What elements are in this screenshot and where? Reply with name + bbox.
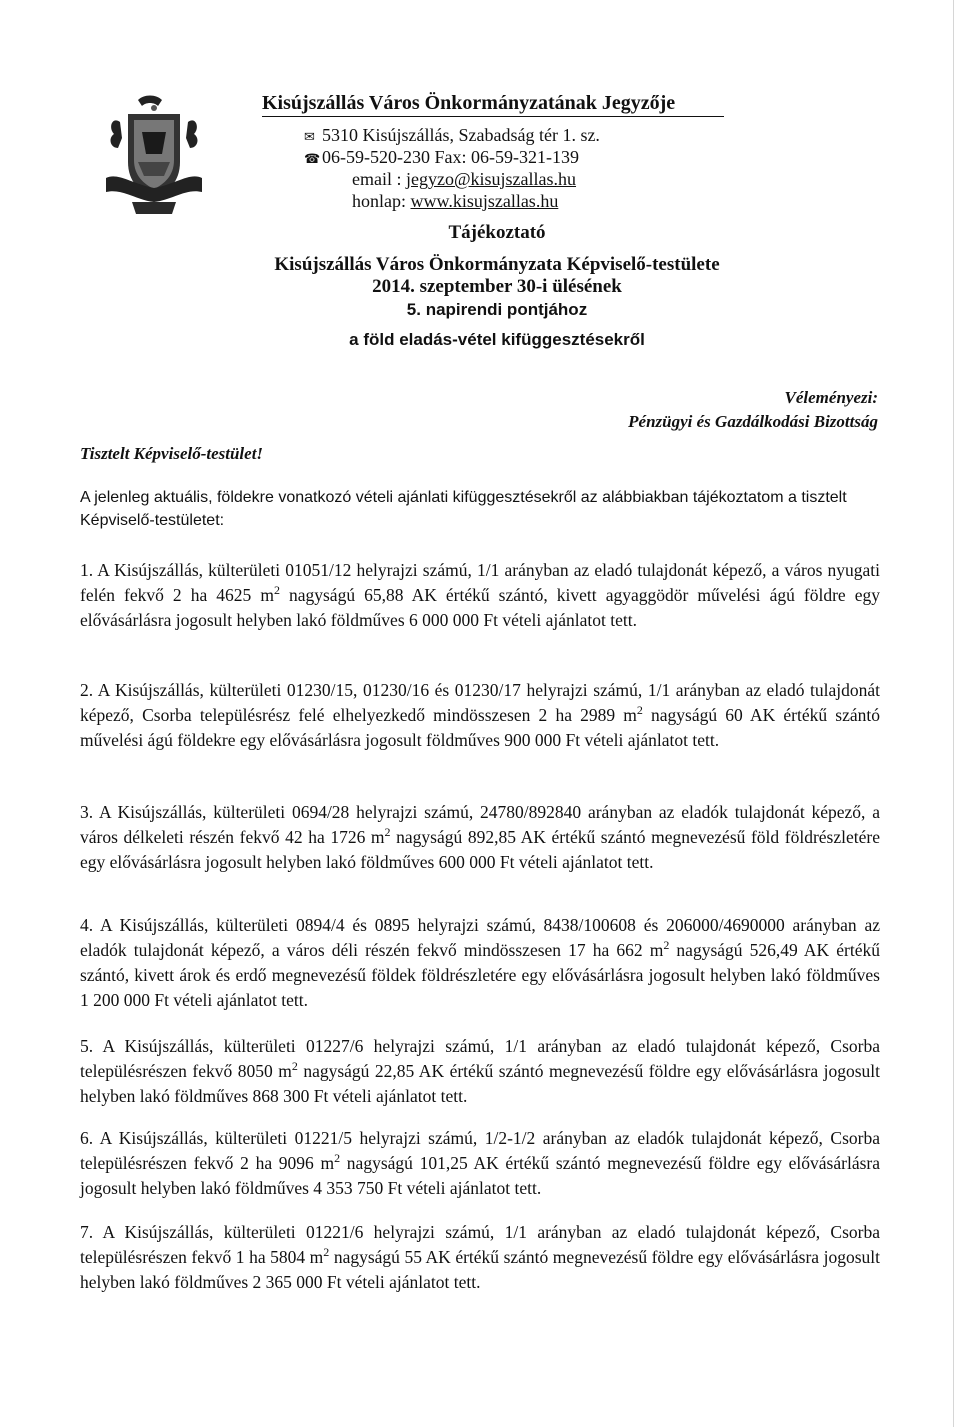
council-name: Kisújszállás Város Önkormányzata Képviselő-testülete <box>274 254 720 275</box>
web-line <box>352 190 558 212</box>
list-item: 2. A Kisújszállás, külterületi 01230/15, 01230/16 és 01230/17 helyrajzi számú, 1/1 arányban az eladó tulajdonát képező, Csorba településrész felé elhelyezkedő mindösszesen 2 ha 2989 $m^2$ nagyságú 60 AK értékű szántó művelési ágú földekre egy elővásárlásra jogosult földműves 900 000 Ft vételi ajánlatot tett. <box>80 680 880 750</box>
email-label: email : <box>352 169 402 189</box>
phone-icon: ☎ <box>304 151 321 166</box>
coat-of-arms-icon <box>98 92 210 220</box>
list-item: 5. A Kisújszállás, külterületi 01227/6 helyrajzi számú, 1/1 arányban az eladó tulajdonát képező, Csorba településrészen fekvő 8050 $m^2$ nagyságú 22,85 AK értékű szántó megnevezésű földre egy elővásárlásra jogosult helyben lakó földműves 868 300 Ft vételi ajánlatot tett. <box>80 1036 880 1106</box>
opinion-committee: Pénzügyi és Gazdálkodási Bizottság <box>628 412 878 431</box>
address-line <box>304 124 600 148</box>
scan-edge <box>953 0 954 1427</box>
session-date: 2014. szeptember 30-i ülésének <box>372 276 622 297</box>
subject: a föld eladás-vétel kifüggesztésekről <box>349 330 645 349</box>
address-text: 5310 Kisújszállás, Szabadság tér 1. sz. <box>322 125 600 145</box>
list-item: 4. A Kisújszállás, külterületi 0894/4 és 0895 helyrajzi számú, 8438/100608 és 206000/4690000 arányban az eladók tulajdonát képező, a város déli részén fekvő mindösszesen 17 ha 662 $m^2$ nagyságú 526,49 AK értékű szántó, kivett árok és erdő megnevezésű földek földrészletére egy elővásárlásra jogosult helyben lakó földműves 1 200 000 Ft vételi ajánlatot tett. <box>80 915 880 1010</box>
email-link[interactable]: jegyzo@kisujszallas.hu <box>405 169 577 189</box>
salutation: Tisztelt Képviselő-testület! <box>80 444 264 463</box>
web-link[interactable]: www.kisujszallas.hu <box>410 191 559 211</box>
list-item: 7. A Kisújszállás, külterületi 01221/6 helyrajzi számú, 1/1 arányban az eladó tulajdonát képező, Csorba településrészen fekvő 1 ha 5804 $m^2$ nagyságú 55 AK értékű szántó megnevezésű földre egy elővásárlásra jogosult helyben lakó földműves 2 365 000 Ft vételi ajánlatot tett. <box>80 1222 880 1292</box>
intro-paragraph: A jelenleg aktuális, földekre vonatkozó vételi ajánlati kifüggesztésekről az alábbiakban tájékoztatom a tisztelt Képviselő-testületet: <box>80 489 847 529</box>
agenda-item: 5. napirendi pontjához <box>406 300 588 319</box>
list-item: 3. A Kisújszállás, külterületi 0694/28 helyrajzi számú, 24780/892840 arányban az eladók tulajdonát képező, a város délkeleti részén fekvő 42 ha 1726 $m^2$ nagyságú 892,85 AK értékű szántó megnevezésű föld földrészletére egy elővásárlásra jogosult helyben lakó földműves 600 000 Ft vételi ajánlatot tett. <box>80 802 880 872</box>
doc-type: Tájékoztató <box>448 222 546 243</box>
phone-text: 06-59-520-230 Fax: 06-59-321-139 <box>322 147 579 167</box>
phone-line <box>304 146 579 170</box>
mail-icon: ✉ <box>304 129 315 144</box>
list-item: 1. A Kisújszállás, külterületi 01051/12 helyrajzi számú, 1/1 arányban az eladó tulajdonát képező, a város nyugati felén fekvő 2 ha 4625 $m^2$ nagyságú 65,88 AK értékű szántó, kivett agyaggödör művelési ágú földre egy elővásárlásra jogosult helyben lakó földműves 6 000 000 Ft vételi ajánlatot tett. <box>80 560 880 630</box>
list-item: 6. A Kisújszállás, külterületi 01221/5 helyrajzi számú, 1/2-1/2 arányban az eladók tulajdonát képező, Csorba településrészen fekvő 2 ha 9096 $m^2$ nagyságú 101,25 AK értékű szántó megnevezésű földre egy elővásárlásra jogosult helyben lakó földműves 4 353 750 Ft vételi ajánlatot tett. <box>80 1128 880 1198</box>
office-title: Kisújszállás Város Önkormányzatának Jegyzője <box>262 91 724 117</box>
email-line <box>352 168 576 190</box>
opinion-label: Véleményezi: <box>784 388 878 407</box>
web-label: honlap: <box>352 191 406 211</box>
